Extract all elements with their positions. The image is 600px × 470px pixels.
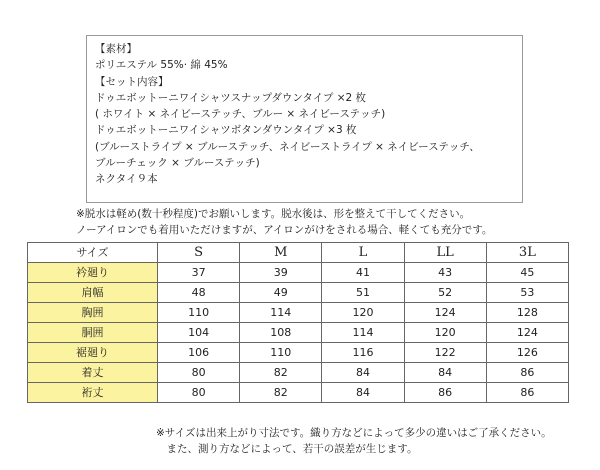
table-cell: 84 [322,363,404,383]
table-cell: 114 [240,303,322,323]
table-cell: 82 [240,383,322,403]
material-info-box [86,35,523,203]
row-label: 胸囲 [28,303,158,323]
table-cell: 110 [158,303,240,323]
row-label: 胴囲 [28,323,158,343]
table-cell: 39 [240,263,322,283]
table-cell: 82 [240,363,322,383]
size-header-cell: L [322,243,404,263]
care-note: ※脱水は軽め(数十秒程度)でお願いします。脱水後は、形を整えて干してください。 [76,208,471,220]
table-cell: 52 [404,283,486,303]
table-row [28,303,569,323]
table-row [28,283,569,303]
table-cell: 124 [486,323,568,343]
table-cell: 106 [158,343,240,363]
row-label: 肩幅 [28,283,158,303]
table-cell: 84 [322,383,404,403]
row-label: 裄丈 [28,383,158,403]
info-line: ドゥエボットーニワイシャツボタンダウンタイプ ×3 枚 [95,124,357,137]
table-cell: 80 [158,363,240,383]
table-row [28,323,569,343]
info-line: (ブルーストライプ × ブルーステッチ、ネイビーストライプ × ネイビーステッチ、 [95,140,480,153]
table-cell: 48 [158,283,240,303]
row-label: 裾廻り [28,343,158,363]
size-header-cell: M [240,243,322,263]
footnote-line: ※サイズは出来上がり寸法です。織り方などによって多少の違いはご了承ください。 [156,427,552,439]
table-cell: 120 [322,303,404,323]
table-cell: 120 [404,323,486,343]
size-header-cell: S [158,243,240,263]
table-cell: 86 [486,383,568,403]
row-label: 着丈 [28,363,158,383]
table-cell: 86 [404,383,486,403]
table-cell: 104 [158,323,240,343]
table-cell: 49 [240,283,322,303]
table-row [28,363,569,383]
table-cell: 86 [486,363,568,383]
info-line: ( ホワイト × ネイビーステッチ、ブルー × ネイビーステッチ) [95,108,386,121]
table-row [28,383,569,403]
care-note: ノーアイロンでも着用いただけますが、アイロンがけをされる場合、軽くても充分です。 [76,224,493,236]
table-cell: 37 [158,263,240,283]
table-cell: 45 [486,263,568,283]
info-line: 【素材】 [95,43,137,55]
table-cell: 51 [322,283,404,303]
table-cell: 114 [322,323,404,343]
table-cell: 122 [404,343,486,363]
info-line: ネクタイ９本 [95,173,158,186]
info-line: ドゥエボットーニワイシャツスナップダウンタイプ ×2 枚 [95,91,367,104]
info-line: 【セット内容】 [95,75,169,88]
table-cell: 124 [404,303,486,323]
table-cell: 128 [486,303,568,323]
footnote-line: また、測り方などによって、若干の誤差が生じます。 [156,443,418,455]
table-cell: 53 [486,283,568,303]
row-label: 衿廻り [28,263,158,283]
info-line: ブルーチェック × ブルーステッチ) [95,157,260,170]
care-notes [76,206,492,238]
table-cell: 84 [404,363,486,383]
info-line: ポリエステル 55%· 綿 45% [95,59,228,72]
table-cell: 80 [158,383,240,403]
table-cell: 110 [240,343,322,363]
size-footnote [156,425,552,457]
table-cell: 116 [322,343,404,363]
size-table [27,242,569,403]
table-cell: 43 [404,263,486,283]
table-cell: 108 [240,323,322,343]
table-row [28,343,569,363]
size-header-cell: LL [404,243,486,263]
size-header-cell: 3L [486,243,568,263]
size-header-row [28,243,569,263]
size-corner-label: サイズ [28,243,158,263]
table-cell: 126 [486,343,568,363]
table-row [28,263,569,283]
table-cell: 41 [322,263,404,283]
